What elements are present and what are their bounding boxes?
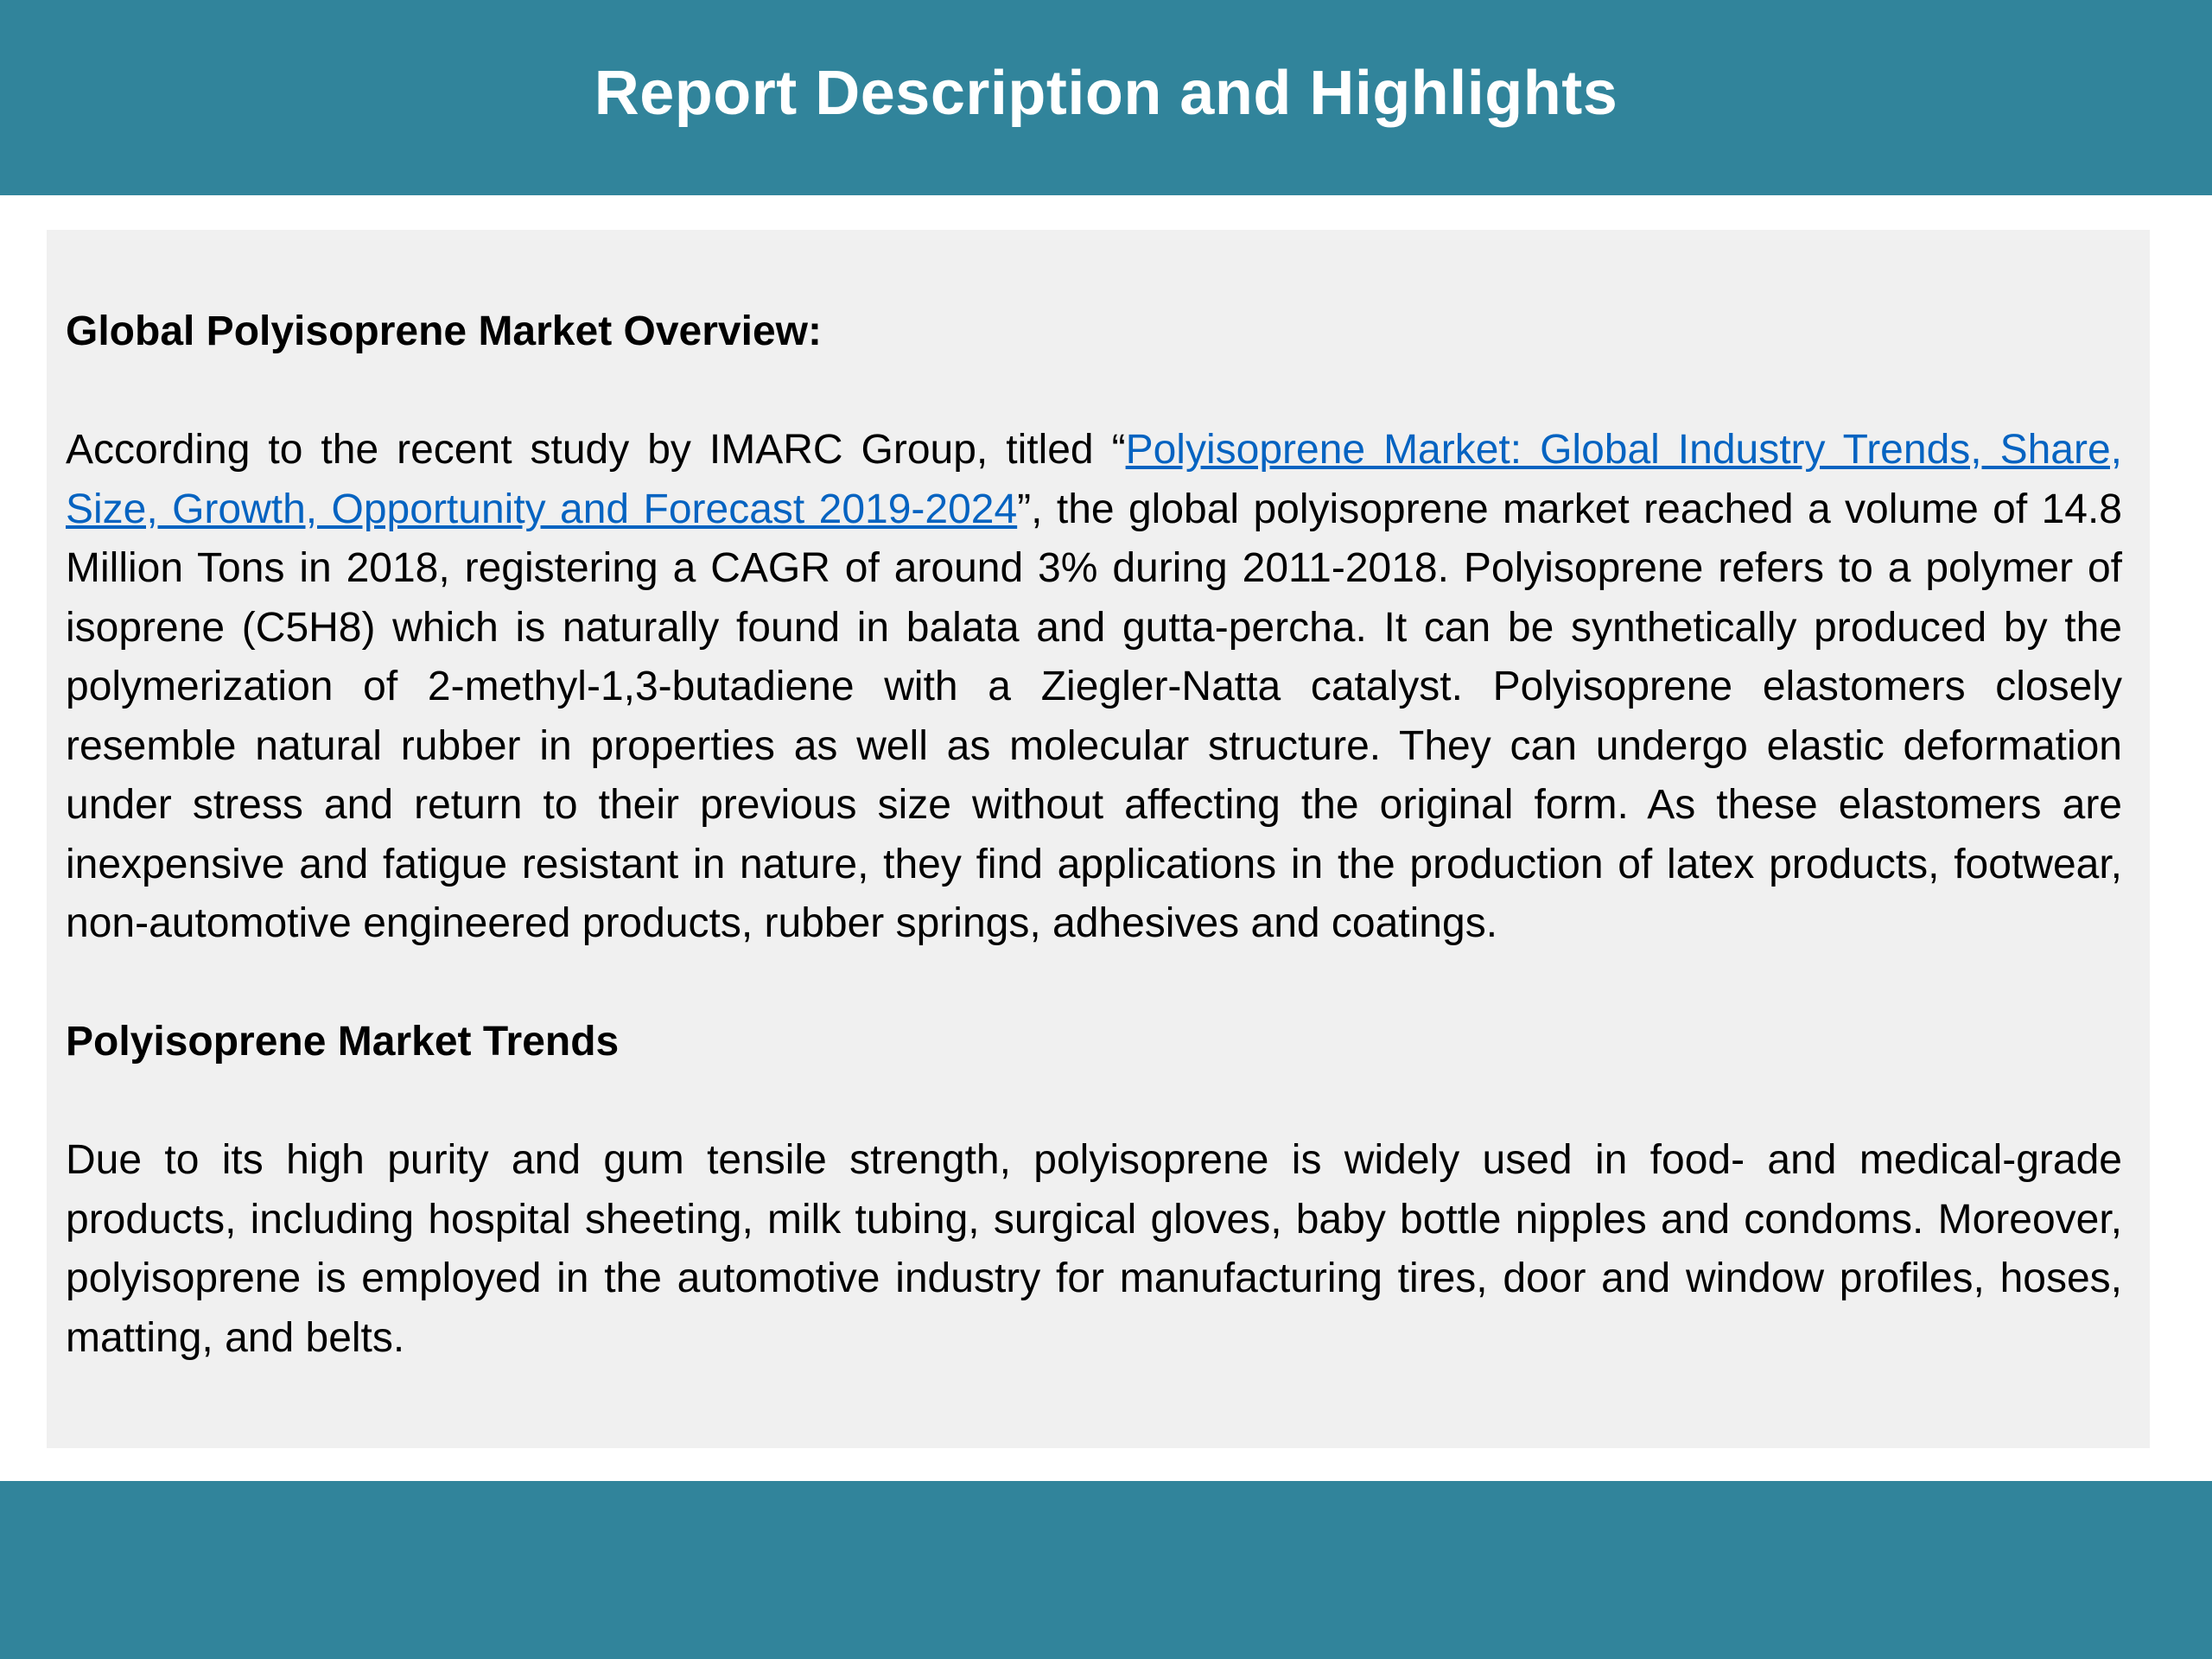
overview-paragraph (66, 421, 2122, 954)
report-title-link[interactable]: Polyisoprene Market: Global Industry Trends, Share, Size, Growth, Opportunity and Forecast 2019-2024 (66, 427, 2122, 532)
spacer (66, 1072, 2122, 1132)
trends-paragraph: Due to its high purity and gum tensile strength, polyisoprene is widely used in food- and medical-grade products, including hospital sheeting, milk tubing, surgical gloves, baby bottle nipples and condoms. Moreover, polyisoprene is employed in the automotive industry for manufacturing tires, door and window profiles, hoses, matting, and belts. (66, 1137, 2122, 1361)
footer-band (0, 1481, 2212, 1659)
overview-text-before-link: According to the recent study by IMARC Group, titled “ (66, 427, 1126, 473)
page-title: Report Description and Highlights (594, 59, 1618, 128)
spacer (66, 954, 2122, 1014)
trends-heading: Polyisoprene Market Trends (66, 1019, 620, 1065)
content-panel (47, 230, 2150, 1448)
content-body (66, 302, 2122, 1368)
spacer (66, 362, 2122, 422)
header-band (0, 0, 2212, 195)
overview-heading: Global Polyisoprene Market Overview: (66, 308, 822, 354)
overview-text-after-link: ”, the global polyisoprene market reached a volume of 14.8 Million Tons in 2018, registering a CAGR of around 3% during 2011-2018. Polyisoprene refers to a polymer of isoprene (C5H8) which is naturally found in balata and gutta-percha. It can be synthetically produced by the polymerization of 2-methyl-1,3-butadiene with a Ziegler-Natta catalyst. Polyisoprene elastomers closely resemble natural rubber in properties as well as molecular structure. They can undergo elastic deformation under stress and return to their previous size without affecting the original form. As these elastomers are inexpensive and fatigue resistant in nature, they find applications in the production of latex products, footwear, non-automotive engineered products, rubber springs, adhesives and coatings. (66, 486, 2122, 946)
